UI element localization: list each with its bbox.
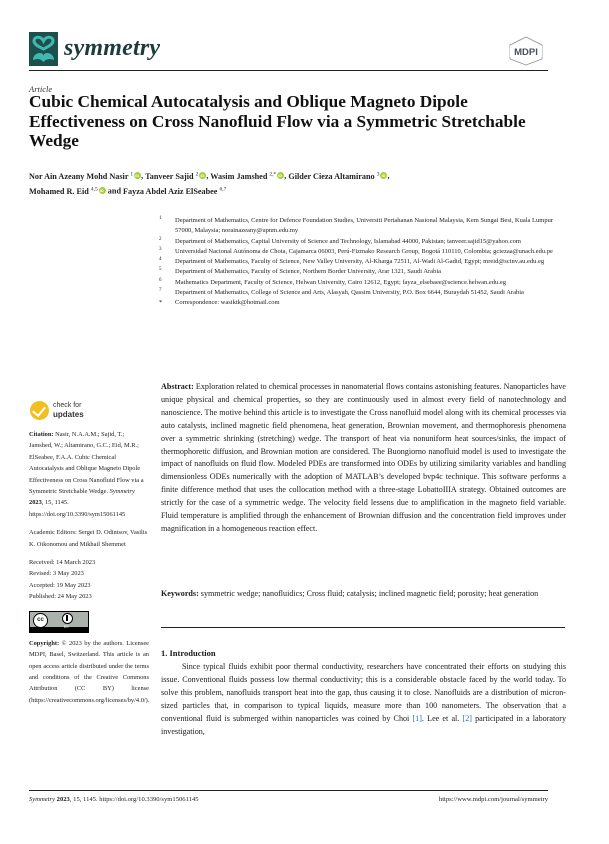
svg-text:MDPI: MDPI [514,47,538,58]
published-date: Published: 24 May 2023 [29,593,92,601]
author[interactable]: Fayza Abdel Aziz ElSeabee $^{6,7}$ [123,186,227,196]
affiliation: 7 Department of Mathematics, College of Science and Arts, Alasyah, Qassim University, P.O. Box 6644, Buraydah 51452, Saudi Arabia [159,288,524,297]
abstract: Abstract: Exploration related to chemical processes in nanomaterial flows contains astonishing features. Nanoparticles have unique physical and chemical properties, so they are continuously used in almost every field of nanotechnology and nanoscience. The motive behind this article is to investigate the Cross nanofluid model along with its chemical processes via auto catalysts, inclined magnetic field phenomena, heat generation, Brownian movement, and thermophoresis phenomena over a symmetric shrinking (stretching) wedge. The transport of heat via nonuniform heat sources/sinks, the impact of thermophoretic diffusion, and Brownian motion are considered. The Buongiorno nanofluid model is used to investigate the impact of nanofluids on fluid flow. Modeled PDEs are transformed into ODEs by utilizing similarity variables and handling dimensionless ODEs numerically with the adoption of MATLAB’s developed bvp4c technique. This software performs a finite difference method that uses the collocation method with a three-stage LobattoIIIA strategy. Obtained outcomes are strictly for the case of a symmetric wedge. The velocity field lessens due to amplification in the magneto field variable. Fluid temperature is amplified through the enhancement of Brownian diffusion and the concentration field improves under magnification in a homogeneous reaction effect. [161,382,566,533]
author[interactable]: Gilder Cieza Altamirano $^3$ iD [288,172,387,181]
citation-link[interactable]: [2] [462,713,472,723]
mdpi-logo-icon [508,36,544,66]
journal-url-link[interactable]: https://www.mdpi.com/journal/symmetry [438,796,548,803]
cc-by-license-icon[interactable]: cc BY [29,611,89,633]
check-for-updates-button[interactable]: check for updates [30,401,90,421]
orcid-icon[interactable] [134,172,141,179]
academic-editors: Academic Editors: Sergei D. Odintsov, Vasilis K. Oikonomou and Mikhail Shemmet [29,529,148,548]
affiliation: 6 Mathematics Department, Faculty of Science, Helwan University, Cairo 12612, Egypt; fayza_elsebaee@science.helwan.edu.eg [159,277,506,286]
sidebar [29,429,149,706]
citation-link[interactable]: [1] [412,713,422,723]
journal-name: symmetry [64,35,161,61]
author[interactable]: Nor Ain Azeany Mohd Nasir $^1$ iD [29,172,141,181]
author[interactable]: Mohamed R. Eid $^{4,5}$iD [29,187,106,196]
copyright-notice: Copyright: © 2023 by the authors. Licensee MDPI, Basel, Switzerland. This article is an open access article distributed under the terms and conditions of the Creative Commons Attribution (CC BY) license (https://creativecommons.org/licenses/by/4.0/). [29,639,150,704]
check-updates-icon [30,401,49,420]
author[interactable]: Tanveer Sajid $^2$ iD [145,172,206,181]
article-type: Article [29,84,53,94]
revised-date: Revised: 3 May 2023 [29,570,84,578]
section-divider [161,627,565,628]
footer-doi-link[interactable]: , 15, 1145. https://doi.org/10.3390/sym15061145 [69,796,199,803]
received-date: Received: 14 March 2023 [29,559,96,567]
footer-divider [29,790,548,791]
dates [29,557,149,603]
header-divider [29,70,548,71]
author-list: Nor Ain Azeany Mohd Nasir $^1$ iD , Tanveer Sajid $^2$ iD , Wasim Jamshed $^{2,*}$ iD , Gilder Cieza Altamirano $^3$ iD , Mohamed R. Eid $^{4,5}$iD and Fayza Abdel Aziz ElSeabee $^{6,7}$ [29,168,549,198]
introduction-text: Since typical fluids exhibit poor thermal conductivity, researchers have concentrated their efforts on studying this issue. Conventional fluids possess low thermal conductivity; this is a considerable obstacle faced by the world today. To solve this problem, nanofluids transport heat into the gap, thus causing it to close. Nanofluids are a distribution of micron-sized particles that, in comparison to typical liquids, measure more than 100 nanometers. The observation that a conventional fluid is submerged within nanoparticles was coined by Choi [1]. Lee et al. [2] participated in a laboratory investigation, [161,662,567,736]
affiliation: 1 Department of Mathematics, Centre for Defence Foundation Studies, Universiti Pertahanan Nasional Malaysia, Kem Sungai Besi, Kuala Lumpur 57000, Malaysia; norainazeany@upnm.edu.my [159,216,553,235]
article-title: Cubic Chemical Autocatalysis and Oblique Magneto Dipole Effectiveness on Cross Nanofluid Flow via a Symmetric Stretchable Wedge [29,92,526,150]
journal-logo-icon [29,32,58,66]
author[interactable]: Wasim Jamshed $^{2,*}$ iD [210,172,284,181]
affiliation: 3 Universidad Nacional Autónoma de Chota, Cajamarca 06003, Perú-Fizmako Research Group, Bogotá 110110, Colombia; gciezaa@unach.edu.pe [159,246,553,255]
affiliations [159,216,559,309]
citation: Citation: Nasir, N.A.A.M.; Sajid, T.; Jamshed, W.; Altamirano, G.C.; Eid, M.R.; ElSeabee, F.A.A. Cubic Chemical Autocatalysis and Oblique Magneto Dipole Effectiveness on Cross Nanofluid Flow via a Symmetric Stretchable Wedge. Symmetry 2023, 15, 1145. https://doi.org/10.3390/sym15061145 [29,431,144,518]
affiliation: 5 Department of Mathematics, Faculty of Science, Northern Border University, Arar 1321, Saudi Arabia [159,267,442,276]
affiliation: 2 Department of Mathematics, Capital University of Science and Technology, Islamabad 44000, Pakistan; tanveer.sajid15@yahoo.com [159,236,521,245]
doi-link[interactable]: , 15, 1145. https://doi.org/10.3390/sym15061145 [29,499,126,518]
keywords: Keywords: symmetric wedge; nanofluidics; Cross fluid; catalysis; inclined magnetic field; porosity; heat generation [161,589,539,598]
footer-citation: Symmetry 2023, 15, 1145. https://doi.org/10.3390/sym15061145 [29,796,199,803]
section-heading: 1. Introduction [161,648,216,658]
accepted-date: Accepted: 19 May 2023 [29,581,91,589]
affiliation: 4 Department of Mathematics, Faculty of Science, New Valley University, Al-Kharga 72511, Al-Wadi Al-Gadid, Egypt; mreid@scinv.au.edu.eg [159,257,545,266]
orcid-icon[interactable] [99,187,106,194]
correspondence: * Correspondence: wasiktk@hotmail.com [159,299,280,307]
orcid-icon[interactable] [277,172,284,179]
